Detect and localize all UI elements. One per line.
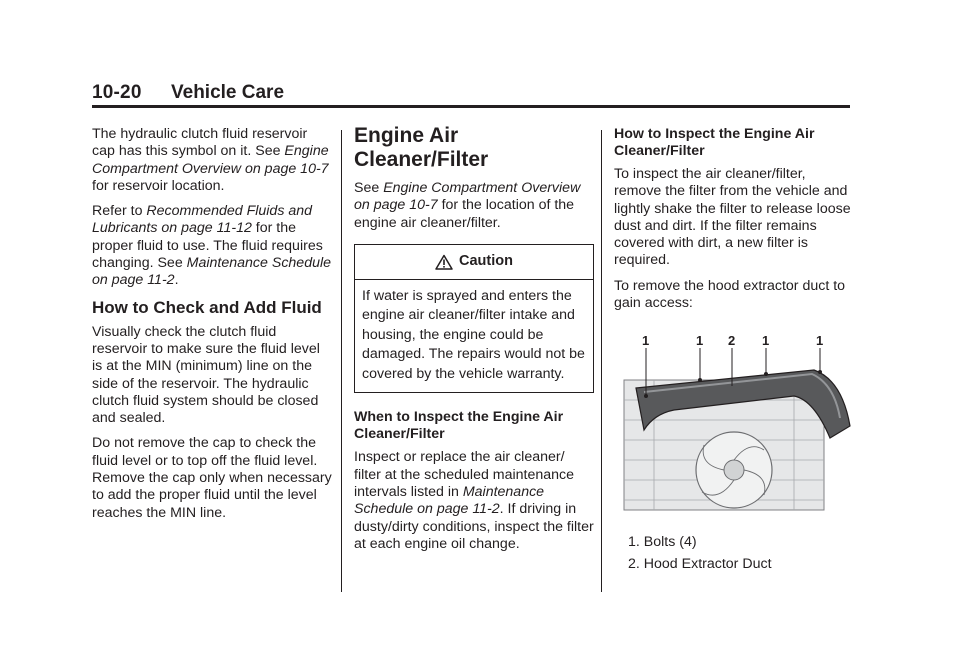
text: for the proper fluid to use. The fluid requires changing. See (92, 220, 323, 272)
subsection-heading: How to Check and Add Fluid (92, 297, 322, 317)
legend-item: 2. Hood Extractor Duct (628, 555, 772, 572)
column-divider (341, 130, 342, 592)
page-number: 10-20 (92, 82, 142, 103)
text: Inspect or replace the air cleaner/ filter at the scheduled maintenance intervals listed in (354, 449, 575, 500)
paragraph: To inspect the air cleaner/filter, remove the filter from the vehicle and lightly shake the filter to release loose dust and dirt. If the filter remains covered with dirt, a new filter is required. (614, 166, 851, 269)
column-2 (354, 126, 594, 561)
hood-extractor-duct-illustration (614, 330, 854, 520)
section-title: Vehicle Care (171, 82, 285, 103)
column-1 (92, 126, 334, 530)
column-3 (614, 126, 854, 577)
paragraph (92, 203, 334, 289)
cross-reference-link[interactable]: Engine Compartment Overview on page 10-7 (92, 143, 329, 177)
cross-reference-link[interactable]: Recommended Fluids and Lubricants on page 11-12 (92, 203, 313, 237)
text: . If driving in dusty/dirty conditions, inspect the filter at each engine oil change. (354, 501, 594, 552)
caution-header (355, 245, 593, 280)
text: for the location of the engine air cleaner/filter. (354, 197, 575, 231)
text: . (174, 272, 179, 289)
subsection-heading: How to Inspect the Engine Air Cleaner/Filter (614, 126, 815, 159)
paragraph (354, 180, 594, 232)
subsection-heading: When to Inspect the Engine Air Cleaner/Filter (354, 409, 564, 443)
caution-title: Caution (459, 253, 513, 270)
cross-reference-link[interactable]: Maintenance Schedule on page 11-2 (92, 255, 332, 289)
text: for reservoir location. (92, 177, 225, 194)
callout-label: 1 (696, 333, 704, 349)
paragraph: Do not remove the cap to check the fluid level or to top off the fluid level. Remove the cap only when necessary to add the proper fluid until the level reaches the MIN line. (92, 435, 332, 521)
column-divider (601, 130, 602, 592)
cross-reference-link[interactable]: Engine Compartment Overview on page 10-7 (354, 180, 581, 214)
text: See (354, 180, 384, 196)
paragraph (354, 449, 594, 553)
callout-label: 1 (762, 333, 770, 349)
caution-box (354, 244, 594, 394)
paragraph: Visually check the clutch fluid reservoir to make sure the fluid level is at the MIN (minimum) line on the side of the reservoir. The hydraulic clutch fluid system should be closed and sealed. (92, 323, 320, 427)
callout-label: 1 (642, 333, 650, 349)
caution-text: If water is sprayed and enters the engine air cleaner/filter intake and housing, the engine could be damaged. The repairs would not be covered by the vehicle warranty. (362, 287, 585, 382)
engine-compartment-drawing (614, 330, 854, 520)
section-heading: Engine Air Cleaner/Filter (354, 124, 489, 171)
text: The hydraulic clutch fluid reservoir cap has this symbol on it. See (92, 126, 308, 160)
warning-triangle-icon (435, 254, 453, 270)
figure-legend (628, 534, 854, 573)
callout-label: 2 (728, 333, 736, 349)
header-rule (92, 105, 850, 108)
paragraph: To remove the hood extractor duct to gain access: (614, 277, 846, 312)
text: Refer to (92, 203, 147, 220)
legend-item: 1. Bolts (4) (628, 534, 697, 551)
callout-label: 1 (816, 333, 824, 349)
paragraph (92, 126, 334, 195)
cross-reference-link[interactable]: Maintenance Schedule on page 11-2 (354, 483, 545, 518)
